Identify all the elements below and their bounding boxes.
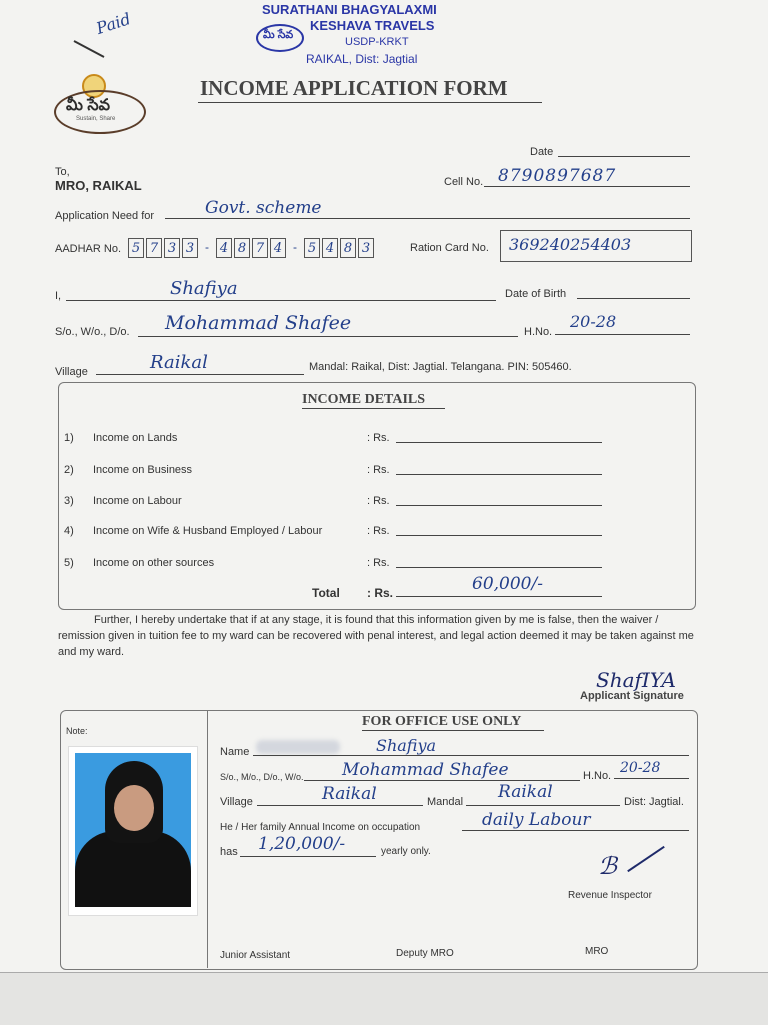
- office-village-value: Raikal: [322, 784, 377, 804]
- occupation-field[interactable]: [462, 830, 689, 831]
- applicant-photo: [68, 746, 198, 916]
- stamp-logo: మీ సేవ: [256, 24, 304, 52]
- has-field[interactable]: [240, 856, 376, 857]
- date-label: Date: [530, 146, 554, 158]
- stamp-line-3: USDP-KRKT: [345, 36, 409, 48]
- income-row-field[interactable]: [396, 442, 602, 443]
- income-row-label: Income on Lands: [93, 432, 178, 444]
- total-value: 60,000/-: [472, 574, 543, 594]
- office-hno-label: H.No.: [583, 770, 612, 782]
- income-title: INCOME DETAILS: [302, 392, 426, 407]
- ration-label: Ration Card No.: [410, 242, 489, 254]
- date-field[interactable]: [558, 156, 690, 157]
- office-name-value: Shafiya: [376, 736, 437, 755]
- name-field[interactable]: [66, 300, 496, 301]
- page-bottom-edge: [0, 972, 768, 1025]
- office-village-field[interactable]: [257, 805, 423, 806]
- has-label: has: [220, 846, 238, 858]
- app-need-label: Application Need for: [55, 210, 155, 222]
- paid-note: Paid: [93, 9, 134, 38]
- office-hno-field[interactable]: [614, 778, 689, 779]
- form-title: INCOME APPLICATION FORM: [200, 76, 508, 100]
- revenue-inspector-signature-icon: ℬ: [598, 852, 617, 880]
- income-row-label: Income on Labour: [93, 495, 182, 507]
- office-relation-label: S/o., M/o., D/o., W/o.: [220, 772, 304, 782]
- income-row-label: Income on Wife & Husband Employed / Labour: [93, 525, 323, 537]
- aadhar-cell: 4: [216, 238, 232, 258]
- office-mandal-field[interactable]: [466, 805, 620, 806]
- logo-text: మీ సేవ: [66, 97, 110, 114]
- hno-value: 20-28: [570, 312, 617, 331]
- aadhar-cell: 3: [164, 238, 180, 258]
- dob-field[interactable]: [577, 298, 690, 299]
- income-row-number: 1): [64, 432, 74, 444]
- relation-label: S/o., W/o., D/o.: [55, 326, 130, 338]
- income-row-field[interactable]: [396, 567, 602, 568]
- office-relation-field[interactable]: [304, 780, 580, 781]
- stamp-line-4: RAIKAL, Dist: Jagtial: [306, 52, 418, 66]
- aadhar-label: AADHAR No.: [55, 243, 122, 255]
- cell-label: Cell No.: [444, 176, 484, 188]
- office-village-label: Village: [220, 796, 253, 808]
- aadhar-cell: 8: [340, 238, 356, 258]
- income-row-number: 3): [64, 495, 74, 507]
- applicant-signature: ShafIYA: [596, 668, 676, 692]
- income-row-number: 4): [64, 525, 74, 537]
- paid-stroke: [74, 40, 105, 58]
- income-row-rs: : Rs.: [367, 464, 390, 476]
- aadhar-cell: -: [205, 240, 209, 254]
- yearly-label: yearly only.: [381, 846, 431, 857]
- office-title: FOR OFFICE USE ONLY: [362, 714, 522, 729]
- total-rs: : Rs.: [367, 586, 394, 600]
- logo-sub: Sustain, Share: [76, 116, 116, 122]
- mandal-text: Mandal: Raikal, Dist: Jagtial. Telangana. PIN: 505460.: [309, 361, 572, 373]
- aadhar-cell: 8: [234, 238, 250, 258]
- declaration-text: Further, I hereby undertake that if at any stage, it is found that this information given by me is false, then the waiver / remission given in tuition fee to my ward can be recovered with penal interest, and legal action deemed it may be taken against me and my ward.: [58, 614, 694, 658]
- office-name-field[interactable]: [253, 755, 689, 756]
- income-row-label: Income on other sources: [93, 557, 215, 569]
- income-row-number: 2): [64, 464, 74, 476]
- income-row-rs: : Rs.: [367, 432, 390, 444]
- applicant-name: Shafiya: [170, 278, 238, 299]
- cell-value: 8790897687: [498, 166, 617, 186]
- aadhar-cells[interactable]: [128, 238, 402, 260]
- income-row-field[interactable]: [396, 474, 602, 475]
- office-relation-value: Mohammad Shafee: [342, 760, 509, 780]
- village-value: Raikal: [150, 352, 208, 373]
- junior-assistant-label: Junior Assistant: [220, 950, 291, 961]
- aadhar-cell: 3: [182, 238, 198, 258]
- village-field[interactable]: [96, 374, 304, 375]
- ration-box[interactable]: [500, 230, 692, 262]
- occupation-label: He / Her family Annual Income on occupation: [220, 822, 421, 833]
- addressee: MRO, RAIKAL: [55, 178, 142, 193]
- office-mandal-label: Mandal: [427, 796, 464, 808]
- cell-field[interactable]: [484, 186, 690, 187]
- signature-label: Applicant Signature: [580, 690, 684, 702]
- aadhar-cell: 4: [270, 238, 286, 258]
- agency-stamp: [250, 0, 490, 82]
- income-row-label: Income on Business: [93, 464, 193, 476]
- i-label: I,: [55, 290, 62, 302]
- total-field[interactable]: [396, 596, 602, 597]
- occupation-value: daily Labour: [482, 810, 591, 830]
- income-row-rs: : Rs.: [367, 495, 390, 507]
- meeseva-logo: [54, 74, 144, 134]
- hno-label: H.No.: [524, 326, 553, 338]
- aadhar-cell: 3: [358, 238, 374, 258]
- note-label: Note:: [66, 726, 88, 736]
- income-row-field[interactable]: [396, 535, 602, 536]
- mro-label: MRO: [585, 946, 609, 957]
- stamp-line-2: KESHAVA TRAVELS: [310, 18, 435, 33]
- village-label: Village: [55, 366, 88, 378]
- stamp-line-1: SURATHANI BHAGYALAXMI: [262, 2, 437, 17]
- app-need-field[interactable]: [165, 218, 690, 219]
- ration-value: 369240254403: [509, 235, 632, 254]
- aadhar-cell: 5: [128, 238, 144, 258]
- aadhar-cell: 7: [252, 238, 268, 258]
- relation-field[interactable]: [138, 336, 518, 337]
- income-row-number: 5): [64, 557, 74, 569]
- aadhar-cell: 5: [304, 238, 320, 258]
- office-mandal-value: Raikal: [498, 782, 553, 802]
- aadhar-cell: 4: [322, 238, 338, 258]
- office-hno-value: 20-28: [620, 760, 661, 776]
- office-name-label: Name: [220, 746, 250, 758]
- total-label: Total: [312, 586, 340, 600]
- to-label: To,: [55, 166, 70, 178]
- aadhar-cell: -: [293, 240, 297, 254]
- hno-field[interactable]: [555, 334, 690, 335]
- dob-label: Date of Birth: [505, 288, 567, 300]
- income-row-rs: : Rs.: [367, 525, 390, 537]
- income-row-field[interactable]: [396, 505, 602, 506]
- income-row-rs: : Rs.: [367, 557, 390, 569]
- office-dist-label: Dist: Jagtial.: [624, 796, 684, 808]
- relation-value: Mohammad Shafee: [165, 312, 352, 334]
- has-value: 1,20,000/-: [258, 834, 346, 854]
- revenue-inspector-label: Revenue Inspector: [568, 890, 652, 901]
- deputy-mro-label: Deputy MRO: [396, 948, 454, 959]
- redaction-blur: [256, 740, 340, 754]
- app-need-value: Govt. scheme: [205, 198, 322, 218]
- aadhar-cell: 7: [146, 238, 162, 258]
